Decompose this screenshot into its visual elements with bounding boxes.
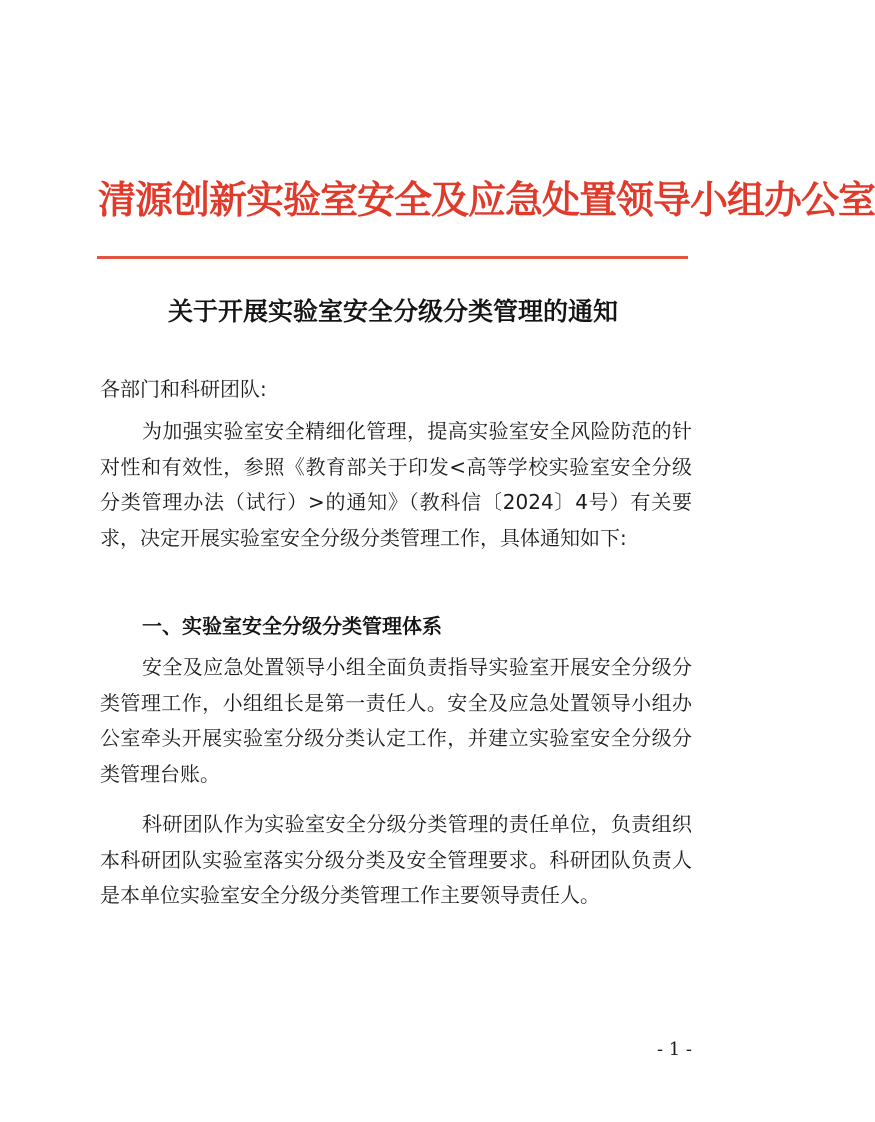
header-red-rule: [97, 256, 688, 259]
section-heading-1: 一、实验室安全分级分类管理体系: [142, 614, 442, 638]
issuing-office-title: 清源创新实验室安全及应急处置领导小组办公室: [98, 177, 875, 222]
addressee: 各部门和科研团队:: [100, 377, 267, 401]
paragraph-intro: 为加强实验室安全精细化管理，提高实验室安全风险防范的针对性和有效性，参照《教育部关于印发<高等学校实验室安全分级分类管理办法（试行）>的通知》（教科信〔2024〕4号）有关要求，决定开展实验室安全分级分类管理工作，具体通知如下:: [100, 419, 692, 550]
page-number: - 1 -: [656, 1039, 692, 1060]
notice-title: 关于开展实验室安全分级分类管理的通知: [167, 297, 618, 326]
paragraph-leadership: 安全及应急处置领导小组全面负责指导实验室开展安全分级分类管理工作，小组组长是第一责任人。安全及应急处置领导小组办公室牵头开展实验室分级分类认定工作，并建立实验室安全分级分类管理台账。: [100, 655, 692, 786]
paragraph-research-teams: 科研团队作为实验室安全分级分类管理的责任单位，负责组织本科研团队实验室落实分级分类及安全管理要求。科研团队负责人是本单位实验室安全分级分类管理工作主要领导责任人。: [100, 812, 692, 907]
